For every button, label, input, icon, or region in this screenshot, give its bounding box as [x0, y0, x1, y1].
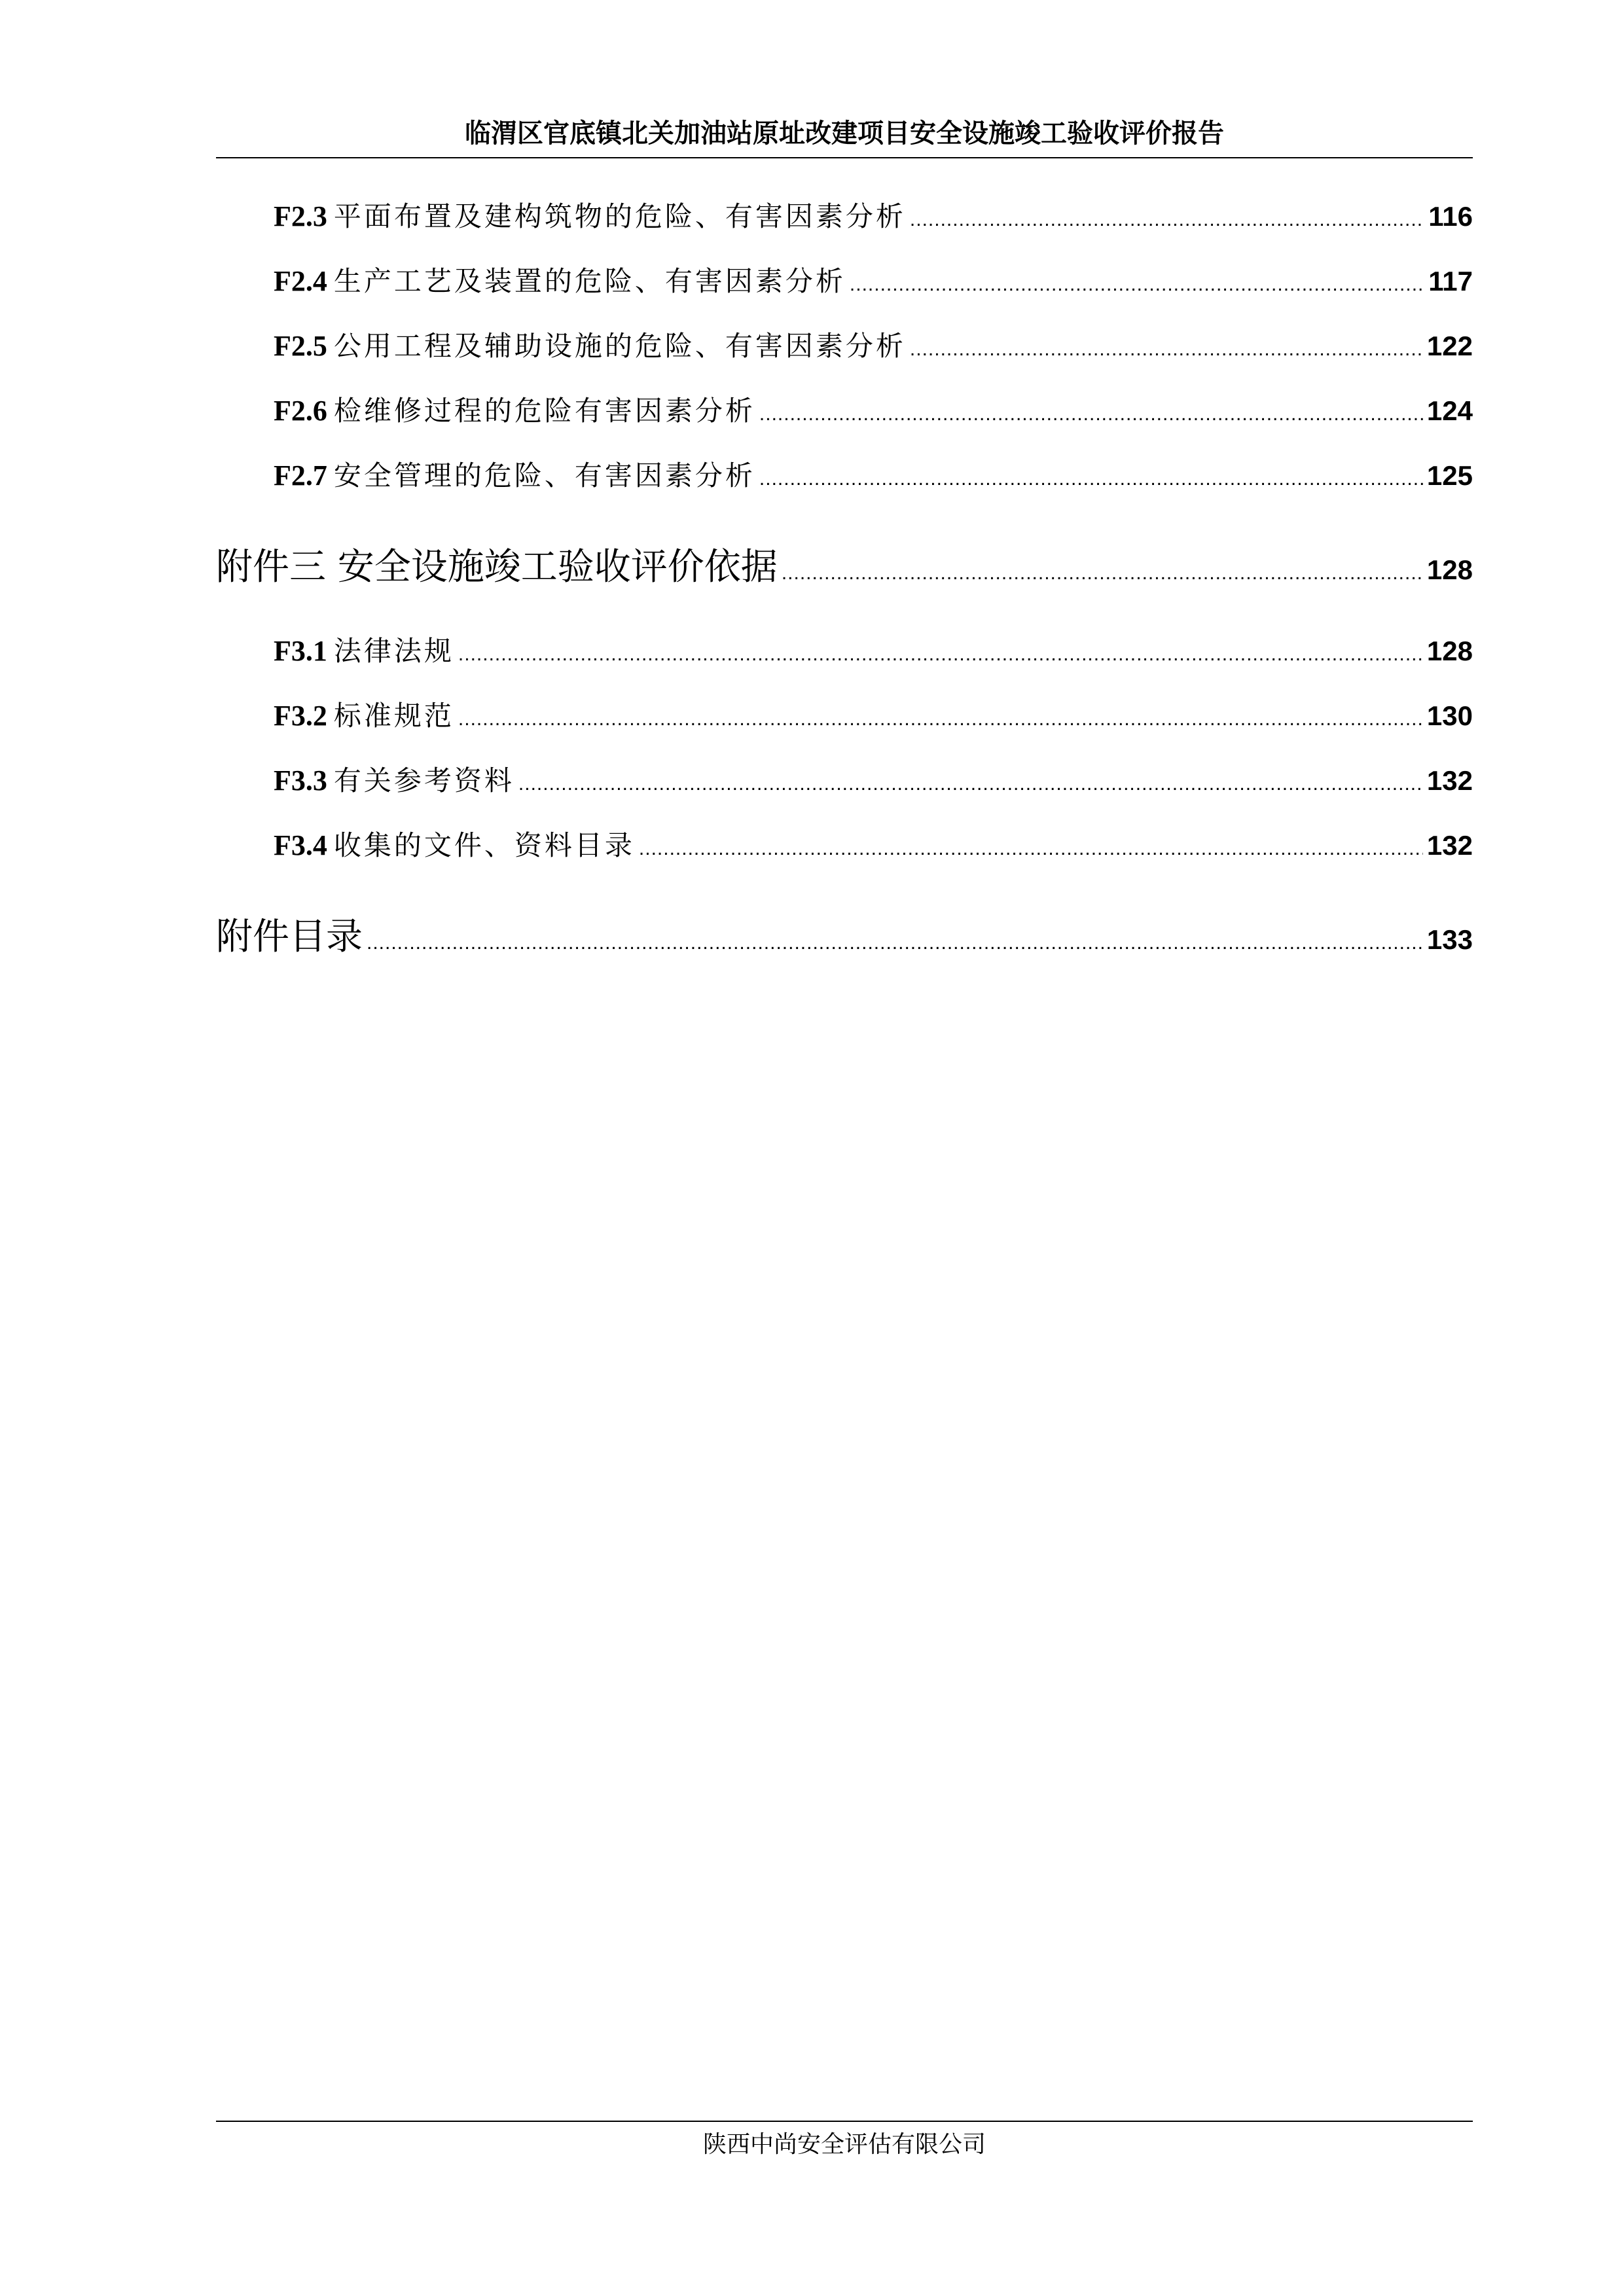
- toc-entry-f2-7[interactable]: [274, 454, 1473, 492]
- toc-entry-page: 117: [1428, 266, 1473, 296]
- toc-dot-leader: [850, 274, 1424, 296]
- toc-entry-number: F3.4: [274, 829, 327, 861]
- report-header-title: 临渭区官底镇北关加油站原址改建项目安全设施竣工验收评价报告: [465, 118, 1224, 149]
- toc-dot-leader: [458, 708, 1423, 730]
- toc-entry-appendix-list[interactable]: [216, 908, 1473, 958]
- toc-dot-leader: [759, 403, 1423, 425]
- toc-entry-title: 安全管理的危险、有害因素分析: [333, 459, 755, 492]
- toc-entry-number: F2.7: [274, 459, 327, 492]
- toc-dot-leader: [782, 562, 1423, 584]
- toc-dot-leader: [458, 643, 1423, 666]
- toc-entry-number: F3.2: [274, 700, 327, 732]
- footer-divider: [216, 2121, 1473, 2122]
- toc-entry-page: 124: [1426, 395, 1473, 426]
- toc-entry-page: 132: [1426, 765, 1473, 796]
- toc-entry-f2-4[interactable]: [274, 260, 1473, 298]
- toc-entry-page: 132: [1426, 830, 1473, 861]
- toc-entry-title: 法律法规: [333, 635, 454, 667]
- toc-entry-f2-3[interactable]: [274, 195, 1473, 233]
- toc-entry-appendix-3[interactable]: [216, 538, 1473, 588]
- toc-entry-f2-6[interactable]: [274, 389, 1473, 427]
- toc-entry-f3-2[interactable]: [274, 694, 1473, 732]
- footer-company-name: 陕西中尚安全评估有限公司: [702, 2131, 986, 2158]
- toc-entry-page: 125: [1426, 460, 1473, 491]
- toc-dot-leader: [518, 773, 1423, 795]
- toc-entry-title: 检维修过程的危险有害因素分析: [333, 395, 755, 427]
- toc-entry-title: 收集的文件、资料目录: [333, 829, 635, 861]
- toc-dot-leader: [910, 338, 1423, 361]
- toc-entry-f3-4[interactable]: [274, 824, 1473, 862]
- toc-entry-page: 128: [1426, 554, 1473, 585]
- toc-entry-page: 122: [1426, 331, 1473, 361]
- toc-entry-page: 128: [1426, 636, 1473, 666]
- toc-entry-number: F2.5: [274, 330, 327, 362]
- toc-entry-f3-1[interactable]: [274, 630, 1473, 668]
- toc-entry-title: 公用工程及辅助设施的危险、有害因素分析: [333, 330, 906, 362]
- toc-entry-title: 有关参考资料: [333, 764, 514, 797]
- toc-dot-leader: [639, 838, 1423, 860]
- toc-entry-number: F2.6: [274, 395, 327, 427]
- toc-entry-number: F2.4: [274, 265, 327, 297]
- toc-entry-f3-3[interactable]: [274, 759, 1473, 797]
- toc-entry-title: 附件目录: [216, 916, 363, 958]
- toc-dot-leader: [910, 209, 1424, 231]
- toc-entry-number: F3.1: [274, 635, 327, 667]
- toc-dot-leader: [759, 468, 1423, 490]
- toc-entry-title: 附件三 安全设施竣工验收评价依据: [216, 546, 778, 588]
- toc-entry-page: 130: [1426, 700, 1473, 731]
- toc-entry-number: F2.3: [274, 200, 327, 232]
- toc-entry-number: F3.3: [274, 764, 327, 797]
- toc-entry-page: 133: [1426, 924, 1473, 955]
- toc-entry-f2-5[interactable]: [274, 325, 1473, 363]
- toc-dot-leader: [367, 932, 1423, 954]
- header-divider: [216, 157, 1473, 158]
- toc-entry-title: 标准规范: [333, 700, 454, 732]
- toc-entry-page: 116: [1428, 201, 1473, 232]
- toc-entry-title: 平面布置及建构筑物的危险、有害因素分析: [333, 200, 906, 232]
- toc-entry-title: 生产工艺及装置的危险、有害因素分析: [333, 265, 846, 297]
